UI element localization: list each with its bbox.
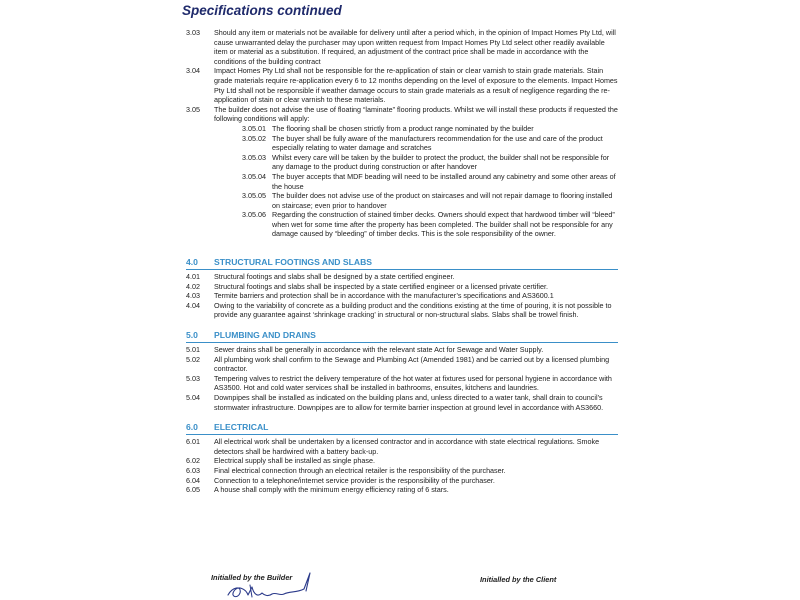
item-number: 3.04 [186,66,200,76]
sub-item-text: The buyer accepts that MDF beading will need to be installed around any cabinetry and some other areas of the house [272,171,616,191]
section-number: 4.0 [186,257,198,268]
item-number: 6.03 [186,465,200,475]
item-text: Structural footings and slabs shall be designed by a state certified engineer. [214,272,455,282]
list-item [186,282,618,292]
item-text: Structural footings and slabs shall be inspected by a state certified engineer or a licensed private certifier. [214,281,549,291]
sub-item [242,134,618,153]
list-item [186,301,618,320]
item-text: A house shall comply with the minimum energy efficiency rating of 6 stars. [214,485,449,495]
intro-item [186,66,618,104]
sub-item-number: 3.05.05 [242,191,266,201]
signature-area [0,567,800,600]
item-text: Tempering valves to restrict the delivery temperature of the hot water at fixtures used for personal hygiene in accordance with AS3500. Hot and cold water services shall be installed in bathrooms, ensuites, kitchens and laundries. [214,373,612,393]
intro-item [186,28,618,66]
item-text: Sewer drains shall be generally in accordance with the relevant state Act for Sewage and Water Supply. [214,345,544,355]
list-item [186,393,618,412]
list-item [186,437,618,456]
item-number: 5.01 [186,345,200,355]
sub-item [242,210,618,239]
section-heading-electrical [186,422,618,435]
item-number: 4.03 [186,291,200,301]
item-number: 6.02 [186,456,200,466]
sub-item [242,124,618,134]
list-item [186,456,618,466]
section-heading-plumbing [186,330,618,343]
item-number: 6.05 [186,485,200,495]
section-title: STRUCTURAL FOOTINGS AND SLABS [214,257,373,268]
list-item [186,476,618,486]
intro-item [186,105,618,124]
client-initial-label: Initialled by the Client [480,575,557,584]
item-number: 6.01 [186,437,200,447]
item-number: 4.01 [186,272,200,282]
sub-item-number: 3.05.02 [242,133,266,143]
item-text: Electrical supply shall be installed as single phase. [214,456,376,466]
item-text: Connection to a telephone/internet service provider is the responsibility of the purchaser. [214,475,495,485]
section-number: 5.0 [186,330,198,341]
item-number: 5.04 [186,393,200,402]
list-item [186,355,618,374]
item-text: Should any item or materials not be available for delivery until after a period which, in the opinion of Impact Homes Pty Ltd, will cause unwarranted delay the purchaser may upon written request from Impact Homes Pty Ltd select other readily available item or material as a substitution. If required, an adjustment of the contract price shall be made in accordance with the conditions of the building contract [214,28,616,66]
builder-initial-label: Initialled by the Builder [211,573,293,582]
sub-item [242,191,618,210]
item-number: 3.05 [186,104,200,114]
item-text: All plumbing work shall confirm to the Sewage and Plumbing Act (Amended 1981) and be carried out by a licensed plumbing contractor. [214,354,610,374]
list-item [186,345,618,355]
item-number: 5.03 [186,373,200,383]
list-item [186,374,618,393]
item-number: 6.04 [186,475,200,485]
item-number: 3.03 [186,28,200,37]
section-title: ELECTRICAL [214,422,269,433]
item-text: Downpipes shall be installed as indicated on the building plans and, unless directed to a water tank, shall drain to council’s stormwater infrastructure. Downpipes are to allow for termite barrier inspection at ground level in accordance with AS3660. [214,393,604,412]
list-item [186,485,618,495]
item-number: 4.02 [186,281,200,291]
sub-item [242,153,618,172]
sub-item-text: Whilst every care will be taken by the builder to protect the product, the builder shall not be responsible for any damage to the product during construction or after handover [272,152,610,172]
sub-item-text: The builder does not advise use of the product on staircases and will not repair damage to flooring installed on staircase; even prior to handover [272,191,613,210]
section-heading-structural [186,257,618,270]
item-text: Termite barriers and protection shall be in accordance with the manufacturer’s specifications and AS3600.1 [214,291,554,301]
sub-item-text: Regarding the construction of stained timber decks. Owners should expect that hardwood timber will “bleed” when wet for some time after the property has been completed. The builder shall not be responsible for any damage caused by “bleeding” of timber decks. This is the sole responsibility of the owner. [272,210,615,239]
list-item [186,466,618,476]
item-text: The builder does not advise the use of floating “laminate” flooring products. Whilst we will install these products if requested the following conditions will apply: [214,104,618,124]
item-number: 5.02 [186,354,200,364]
sub-item-number: 3.05.01 [242,123,266,133]
document-body [186,28,618,495]
sub-item [242,172,618,191]
item-text: Final electrical connection through an electrical retailer is the responsibility of the purchaser. [214,465,506,475]
item-number: 4.04 [186,300,200,310]
item-text: Owing to the variability of concrete as a building product and the conditions existing at the time of pouring, it is not possible to provide any guarantee against ‘shrinkage cracking’ in structural or non-structural slabs. Slabs shall be trowel finish. [214,300,612,320]
sub-item-number: 3.05.04 [242,171,266,181]
page-title: Specifications continued [182,3,342,18]
sub-item-text: The buyer shall be fully aware of the manufacturers recommendation for the use and care of the product especially relating to water damage and scratches [272,133,603,153]
section-number: 6.0 [186,422,198,433]
sub-item-number: 3.05.06 [242,210,266,220]
list-item [186,291,618,301]
list-item [186,272,618,282]
builder-signature [224,567,324,600]
item-text: All electrical work shall be undertaken by a licensed contractor and in accordance with state electrical regulations. Smoke detectors shall be hardwired with a battery back-up. [214,437,600,456]
sub-item-text: The flooring shall be chosen strictly from a product range nominated by the builder [272,123,534,133]
section-title: PLUMBING AND DRAINS [214,330,316,341]
sub-item-number: 3.05.03 [242,152,266,162]
item-text: Impact Homes Pty Ltd shall not be responsible for the re-application of stain or clear varnish to stain grade materials. Stain grade materials require re-application every 6 to 12 months depending on the level of exposure to the elements. Impact Homes Pty Ltd shall not be responsible if weather damage occurs to stain grade materials as a result of negligence regarding the re-application of stain or clear varnish to these materials. [214,66,618,105]
